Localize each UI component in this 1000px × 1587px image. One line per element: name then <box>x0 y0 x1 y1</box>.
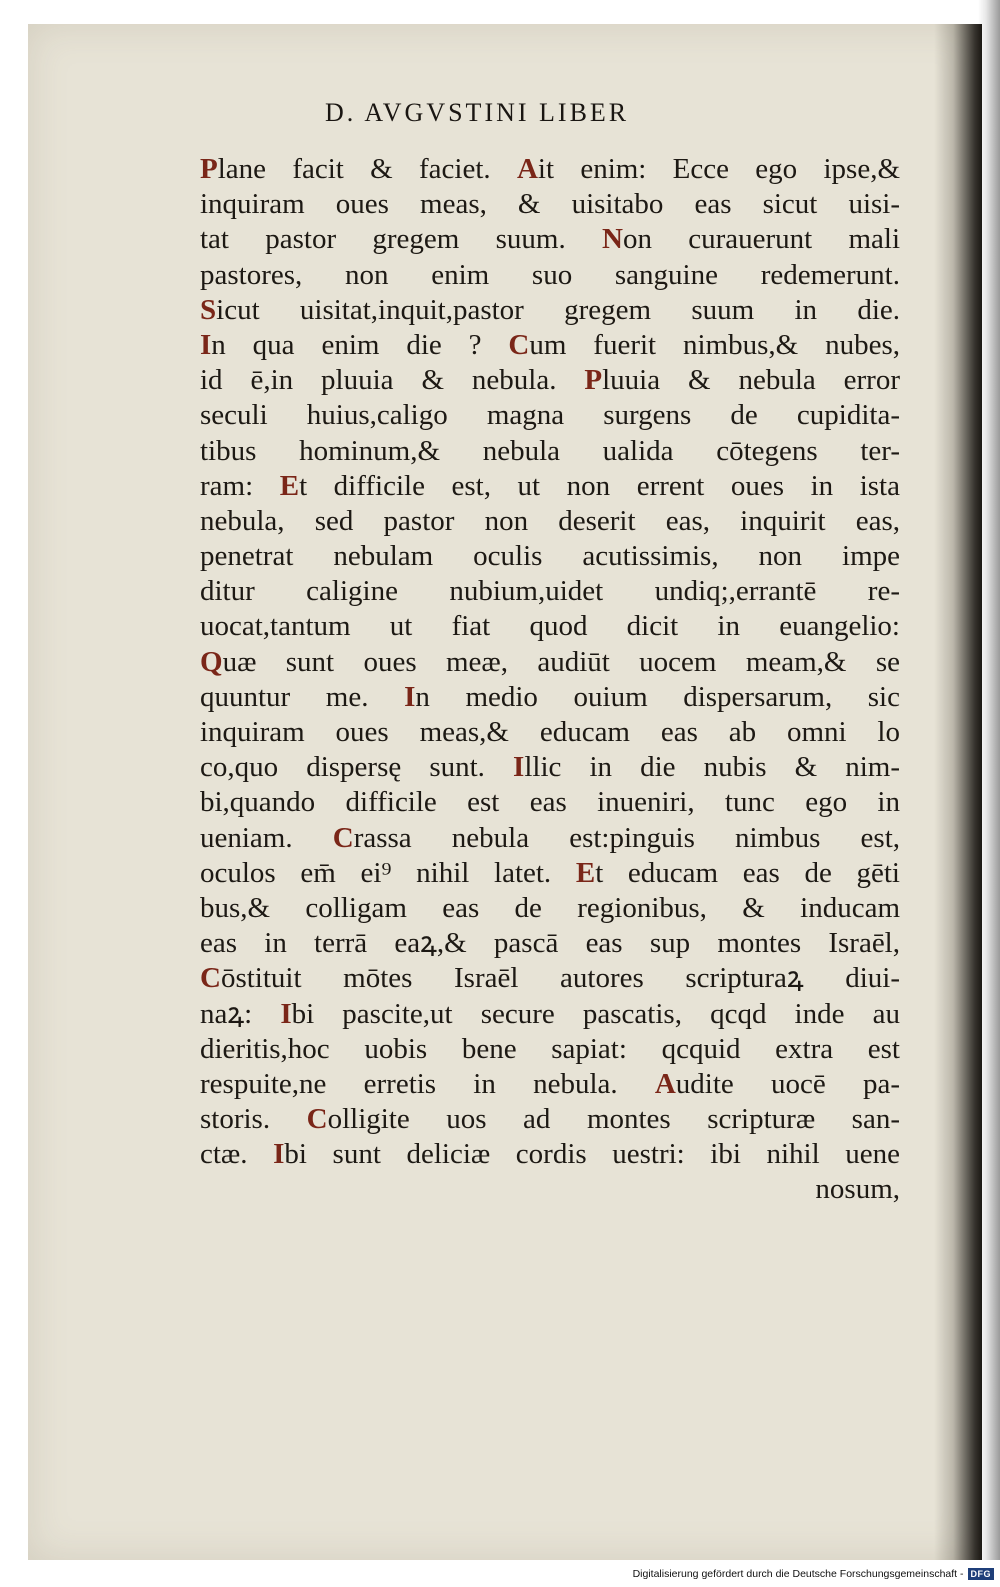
text-line <box>200 363 900 398</box>
line-text: t educam eas de gēti <box>595 856 900 889</box>
line-text: inquiram oues meas,& educam eas ab omni lo <box>200 716 900 748</box>
rubricated-initial: P <box>200 153 218 185</box>
rubricated-initial: Q <box>200 645 223 678</box>
rubricated-initial: C <box>306 1103 328 1136</box>
line-text: uocat,tantum ut fiat quod dicit in euangelio: <box>200 610 900 643</box>
text-line <box>200 926 900 961</box>
text-line <box>200 328 900 363</box>
line-text: penetrat nebulam oculis acutissimis, non impe <box>200 540 900 573</box>
line-text: quuntur me. <box>200 680 405 713</box>
line-text: dieritis,hoc uobis bene sapiat: qcquid extra est <box>200 1032 900 1065</box>
line-text: n qua enim die ? <box>211 328 509 361</box>
line-text: olligite uos ad montes scripturæ san- <box>327 1103 900 1136</box>
line-text: ctæ. <box>200 1138 274 1171</box>
line-text: n medio ouium dispersarum, sic <box>415 680 900 713</box>
rubricated-initial: I <box>513 751 525 784</box>
line-text: ueniam. <box>200 821 333 854</box>
running-head: D. AVGVSTINI LIBER <box>325 98 630 127</box>
line-text: respuite,ne erretis in nebula. <box>200 1067 655 1100</box>
line-text: udite uocē pa- <box>675 1067 900 1100</box>
line-text: seculi huius,caligo magna surgens de cupidita- <box>200 399 900 432</box>
text-line <box>200 891 900 926</box>
rubricated-initial: A <box>654 1067 676 1100</box>
text-line <box>200 997 900 1032</box>
line-text: id ē,in pluuia & nebula. <box>200 364 585 397</box>
rubricated-initial: I <box>404 680 416 713</box>
text-line <box>200 152 900 187</box>
text-line <box>200 293 900 328</box>
line-text: t difficile est, ut non errent oues in ista <box>299 469 900 502</box>
line-text: nebula, sed pastor non deserit eas, inquirit eas, <box>200 504 900 537</box>
line-text: luuia & nebula error <box>602 364 900 397</box>
line-text: bus,& colligam eas de regionibus, & inducam <box>200 891 900 924</box>
rubricated-initial: S <box>200 293 217 326</box>
text-line <box>200 785 900 820</box>
credit-text: Digitalisierung gefördert durch die Deutsche Forschungsgemeinschaft - <box>632 1568 964 1580</box>
text-line <box>200 187 900 222</box>
text-line <box>200 750 900 785</box>
text-line <box>200 1102 900 1137</box>
line-text: tibus hominum,& nebula ualida cōtegens ter- <box>200 434 900 467</box>
line-text: nosum, <box>815 1173 900 1206</box>
line-text: uæ sunt oues meæ, audiūt uocem meam,& se <box>222 645 900 678</box>
line-text: bi,quando difficile est eas inueniri, tunc ego in <box>200 786 900 819</box>
text-line <box>200 821 900 856</box>
text-line <box>200 1137 900 1172</box>
rubricated-initial: I <box>200 328 212 361</box>
line-text: bi sunt deliciæ cordis uestri: ibi nihil uene <box>284 1138 900 1171</box>
rubricated-initial: N <box>601 223 623 256</box>
rubricated-initial: E <box>279 469 300 502</box>
line-text: ram: <box>200 469 280 502</box>
line-text: ōstituit mōtes Israēl autores scripturaꝝ diui- <box>220 962 900 995</box>
text-line <box>200 504 900 539</box>
text-line <box>200 856 900 891</box>
line-text: storis. <box>200 1103 307 1136</box>
text-line <box>200 398 900 433</box>
line-text: on curauerunt mali <box>622 223 900 256</box>
rubricated-initial: I <box>280 997 292 1030</box>
dfg-logo: DFG <box>968 1568 995 1580</box>
text-line <box>200 715 900 750</box>
rubricated-initial: E <box>575 856 596 889</box>
text-line <box>200 258 900 293</box>
rubricated-initial: C <box>200 962 221 995</box>
text-line <box>200 645 900 680</box>
digitization-credit <box>633 1568 994 1580</box>
text-line <box>200 539 900 574</box>
line-text: it enim: Ecce ego ipse,& <box>537 153 900 185</box>
line-text: llic in die nubis & nim- <box>524 751 900 784</box>
text-line <box>200 961 900 996</box>
line-text: um fuerit nimbus,& nubes, <box>529 328 900 361</box>
text-line <box>200 609 900 644</box>
rubricated-initial: P <box>584 364 603 397</box>
text-line <box>200 574 900 609</box>
line-text: oculos em̄ ei⁹ nihil latet. <box>200 856 576 889</box>
line-text: naꝝ: <box>200 997 281 1030</box>
line-text: tat pastor gregem suum. <box>200 223 602 256</box>
line-text: ditur caligine nubium,uidet undiq;,errantē re- <box>200 575 900 608</box>
page-spine-shadow <box>934 24 982 1560</box>
text-line <box>200 1172 900 1207</box>
line-text: rassa nebula est:pinguis nimbus est, <box>353 821 900 854</box>
line-text: co,quo dispersę sunt. <box>200 751 514 784</box>
line-text: bi pascite,ut secure pascatis, qcqd inde au <box>291 997 900 1030</box>
text-line <box>200 680 900 715</box>
text-line <box>200 469 900 504</box>
text-block <box>200 152 900 1208</box>
line-text: icut uisitat,inquit,pastor gregem suum in die. <box>216 293 900 326</box>
line-text: inquiram oues meas, & uisitabo eas sicut uisi- <box>200 188 900 221</box>
text-line <box>200 1067 900 1102</box>
line-text: eas in terrā eaꝝ,& pascā eas sup montes Israēl, <box>200 927 900 960</box>
line-text: pastores, non enim suo sanguine redemerunt. <box>200 258 900 291</box>
text-line <box>200 434 900 469</box>
rubricated-initial: C <box>508 328 530 361</box>
text-line <box>200 1032 900 1067</box>
rubricated-initial: I <box>273 1138 285 1171</box>
rubricated-initial: C <box>332 821 354 854</box>
rubricated-initial: A <box>516 153 538 185</box>
text-line <box>200 222 900 257</box>
line-text: lane facit & faciet. <box>217 153 517 185</box>
